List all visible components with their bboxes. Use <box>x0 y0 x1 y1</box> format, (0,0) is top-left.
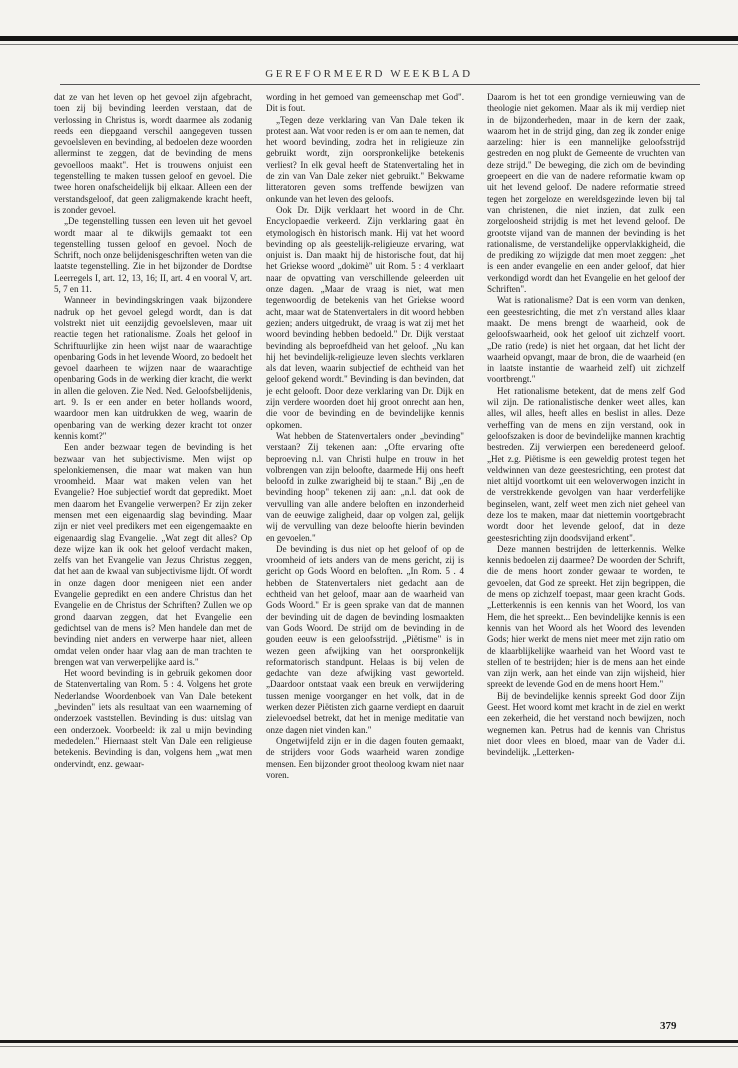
text-column-2 <box>266 92 464 1014</box>
paragraph: Het woord bevinding is in gebruik gekomen door de Statenvertaling van Rom. 5 : 4. Volgens het grote Nederlandse Woordenboek van Van Dale betekent „bevinden" iets als resultaat van een waarneming of onderzoek vaststellen. Bevinding is dus: uitslag van een onderzoek. Voorbeeld: ik zal u mijn bevinding mededelen." Hiernaast stelt Van Dale een religieuse betekenis. Bevinding is dan, volgens hem „wat men ondervindt, enz. gewaar- <box>54 668 252 769</box>
paragraph: Deze mannen bestrijden de letterkennis. Welke kennis bedoelen zij daarmee? De woorden der Schrift, die de mens hoort zonder gewaar te worden, te gevoelen, dat God ze spreekt. Het zijn begrippen, die de mens op zichzelf toepast, maar geen kracht Gods. „Letterkennis is een kennis van het Woord, los van Hem, die het spreekt... Een bevindelijke kennis is een kennis van het Woord als het Woord des levenden Gods; hier werkt de mens niet meer met zijn ratio om de klaarblijkelijke waarheid van het Woord vast te stellen of te bestrijden; hier is de mens aan het einde van zijn werk, aan het einde van zijn wijsheid, hier spreekt de levende God en de mens hoort Hem." <box>487 543 685 690</box>
paragraph: Wat is rationalisme? Dat is een vorm van denken, een geestesrichting, die met z'n verstand alles klaar maakt. De mens brengt de waarheid, ook de geloofswaarheid, ook het geloof uit zichzelf voort. „De ratio (rede) is niet het orgaan, dat het licht der waarheid opvangt, maar de bron, die de waarheid (en in laatste instantie de waarheid zelf) uit zichzelf voortbrengt." <box>487 295 685 385</box>
paragraph: wording in het gemoed van gemeenschap met God". Dit is fout. <box>266 92 464 114</box>
paragraph: Wat hebben de Statenvertalers onder „bevinding" verstaan? Zij tekenen aan: „Ofte ervaring ofte beproeving n.l. van Christi hulpe en trouw in het volbrengen van zijn beloofte, daarmede Hij ons heeft beloofd in zulke zwarigheid bij te staan." Bij „en de bevinding hoop" tekenen zij aan: „n.l. dat ook de vervulling van alle andere beloften en inzonderheid van de eeuwige zaligheid, daar op volgen zal, gelijk wij de vervulling van deze beloofte hierin bevinden en gevoelen." <box>266 430 464 543</box>
paragraph: dat ze van het leven op het gevoel zijn afgebracht, toen zij bij bevinding leerden verstaan, dat de verlossing in Christus is, wordt daarmee als zodanig reeds een diepgaand verschil aangegeven tussen gevoelsleven en bevinding, al bedoelen deze woorden allerminst te zeggen, dat de bevinding de mens gevoelloos maakt". Het is trouwens onjuist een tegenstelling te maken tussen geloof en gevoel. Die twee horen onafscheidelijk bij elkaar. Alleen een der verstandsgeloof, dat geen zaligmakende kracht heeft, is zonder gevoel. <box>54 92 252 215</box>
running-header: GEREFORMEERD WEEKBLAD <box>265 68 473 80</box>
header-rule <box>60 84 700 85</box>
paragraph: „Tegen deze verklaring van Van Dale teken ik protest aan. Wat voor reden is er om aan te nemen, dat het woord bevinding, zodra het in religieuze zin gebruikt wordt, zijn oorspronkelijke betekenis verliest? In elk geval heeft de Statenvertaling het in de zin van Van Dale zeker niet gebruikt." Bekwame litteratoren geven soms treffende bewijzen van onkunde van het leven des geloofs. <box>266 114 464 204</box>
page-number: 379 <box>660 1020 677 1032</box>
paragraph: Ongetwijfeld zijn er in die dagen fouten gemaakt, de strijders voor Gods waarheid waren zondige mensen. Een bijzonder groot theoloog kwam niet naar voren. <box>266 735 464 780</box>
paragraph: „De tegenstelling tussen een leven uit het gevoel wordt maar al te dikwijls gemaakt tot een tegenstelling tussen geloof en gevoel. Noch de Schrift, noch onze belijdenisgeschriften weten van die laatste tegenstelling. Zie in het bijzonder de Dordtse Leerregels I, art. 12, 13, 16; II, art. 4 en vooral V, art. 5, 7 en 11. <box>54 216 252 295</box>
paragraph: Daarom is het tot een grondige vernieuwing van de theologie niet gekomen. Maar als ik mij verdiep niet in de bijzonderheden, maar in de kern der zaak, waarom het in de strijd ging, dan zeg ik zonder enige aarzeling: hier is een mannelijke geloofsstrijd gestreden en nog plukt de Gemeente de vruchten van deze strijd." De beweging, die zich om de bevinding groepeert en die van de nadere reformatie kwam op uit het levend geloof. De nadere reformatie streed tegen het zorgeloze en wereldsgezinde leven bij tal van christenen, die niet inzien, dat zulk een zorgeloosheid strijdig is met het levend geloof. De grootste vijand van de mannen der bevinding is het rationalisme, de verstandelijke oppervlakkigheid, die de prediking zo wijzigde dat men moet zeggen: „het is een ander evangelie en een ander geloof, dat hier verkondigd wordt dan het Evangelie en het geloof der Schriften". <box>487 92 685 295</box>
text-column-3 <box>487 92 685 1014</box>
paragraph: Een ander bezwaar tegen de bevinding is het bezwaar van het subjectivisme. Men wijst op spelonkiemensen, die maar wat maken van hun vroomheid. Maar wat maken velen van het Evangelie? Hoe subjectief wordt dat gepredikt. Moet men daarom het Evangelie verwerpen? Er zijn zeker mensen met een eigenaardig slag bevinding. Maar zijn er niet veel predikers met een eigengemaakte en eigenaardig slag Evangelie. „Wat zegt dit alles? Op deze wijze kan ik ook het geloof verdacht maken, zelfs van het Evangelie van Jezus Christus zeggen, dat het aan de kwaal van subjectivisme lijdt. Of wordt in onze dagen door menigeen niet een ander Evangelie gepredikt en een andere Christus dan het Evangelie en de Christus der Schriften? Zullen we op grond daarvan zeggen, dat het Evangelie een gedichtsel van de mens is? Men handele dan met de bevinding niet anders en verwerpe haar niet, alleen omdat velen onder haar vlag aan de man trachten te brengen wat van verwerpelijke aard is." <box>54 442 252 667</box>
paragraph: De bevinding is dus niet op het geloof of op de vroomheid of iets anders van de mens gericht, zij is gericht op Gods Woord en beloften. „In Rom. 5 . 4 hebben de Statenvertalers niet gedacht aan de echtheid van het geloof, maar aan de waarheid van Gods Woord." Er is geen sprake van dat de mannen der bevinding uit de dagen de bevinding losmaakten van Gods Woord. De strijd om de bevinding in de gouden eeuw is een geloofsstrijd. „Piëtisme" is in wezen geen afwijking van het oorspronkelijk reformatorisch standpunt. Helaas is bij velen de gedachte van deze afwijking vast geworteld. „Daardoor ontstaat vaak een breuk en verwijdering tussen menige voorganger en het volk, dat in de werken dezer Piëtisten zich gaarne verdiept en daaruit zielevoedsel betrekt, dat het in menige meditatie van onze dagen niet vinden kan." <box>266 543 464 735</box>
paragraph: Bij de bevindelijke kennis spreekt God door Zijn Geest. Het woord komt met kracht in de ziel en werkt een zekerheid, die het verstand noch bewijzen, noch wegnemen kan. Petrus had de kennis van Christus niet door vlees en bloed, maar van de Vader d.i. bevindelijk. „Letterken- <box>487 690 685 758</box>
top-rule <box>0 36 738 41</box>
top-rule-thin <box>0 44 738 45</box>
bottom-rule-thin <box>0 1046 738 1047</box>
paragraph: Het rationalisme betekent, dat de mens zelf God wil zijn. De rationalistische denker weet alles, kan alles, wil alles, heeft alles en beslist in alles. Deze verheffing van de mens en zijn verstand, ook in geloofszaken is door de bevindelijke mannen krachtig bestreden. Zij verwierpen een beredeneerd geloof. „Het z.g. Piëtisme is een geweldig protest tegen het veldwinnen van deze geestesrichting, een protest dat niet altijd voortkomt uit een weloverwogen inzicht in de verstrekkende gevolgen van haar verderfelijke beginselen, want, zelf weet men zich niet geheel van deze los te maken, maar dat niettemin voortgebracht wordt door het levende geloof, dat in deze geestesrichting zijn doodsvijand erkent". <box>487 385 685 543</box>
text-column-1 <box>54 92 252 1014</box>
paragraph: Ook Dr. Dijk verklaart het woord in de Chr. Encyclopaedie verkeerd. Zijn verklaring gaat èn etymologisch èn historisch mank. Hij vat het woord bevinding op als geestelijk-religieuze ervaring, wat onjuist is. Dan maakt hij de historische fout, dat hij het Griekse woord „dokimè" uit Rom. 5 : 4 verklaart naar de opvatting van verschillende geleerden uit onze dagen. „Maar de vraag is niet, wat men tegenwoordig de betekenis van het Griekse woord acht, maar wat de Statenvertalers in dit woord hebben gezien; anders uitgedrukt, de vraag is wat zij met het woord bevinding hebben bedoeld." Dr. Dijk verstaat bevinding als beproefdheid van het geloof. „Nu kan hij het bevindelijk-religieuze leven slechts verklaren als dat leven, waarin subjectief de echtheid van het geloof gekend wordt." Bevinding is dan bevinden, dat je echt gelooft. Door deze verklaring van Dr. Dijk en zijn verdere woorden doet hij groot onrecht aan hen, die voor de bevinding en de bevindelijke kennis opkomen. <box>266 204 464 430</box>
paragraph: Wanneer in bevindingskringen vaak bijzondere nadruk op het gevoel gelegd wordt, dan is dat volstrekt niet uit eenzijdig gevoelsleven, maar uit reactie tegen het rationalisme. Zoals het geloof in Schriftuurlijke zin heen wijst naar de waarachtige openbaring Gods in het levende Woord, zo bedoelt het gevoel daarheen te wijzen naar de waarachtige openbaring Gods in de werking dier kracht, die werkt in allen die geloven. Zie Ned. Ned. Geloofsbelijdenis, art. 9. Is er een ander en beter hollands woord, waardoor men kan uitdrukken de weg, waarin de openbaring van de werking dezer kracht tot onzer kennis komt?" <box>54 295 252 441</box>
bottom-rule <box>0 1040 738 1043</box>
